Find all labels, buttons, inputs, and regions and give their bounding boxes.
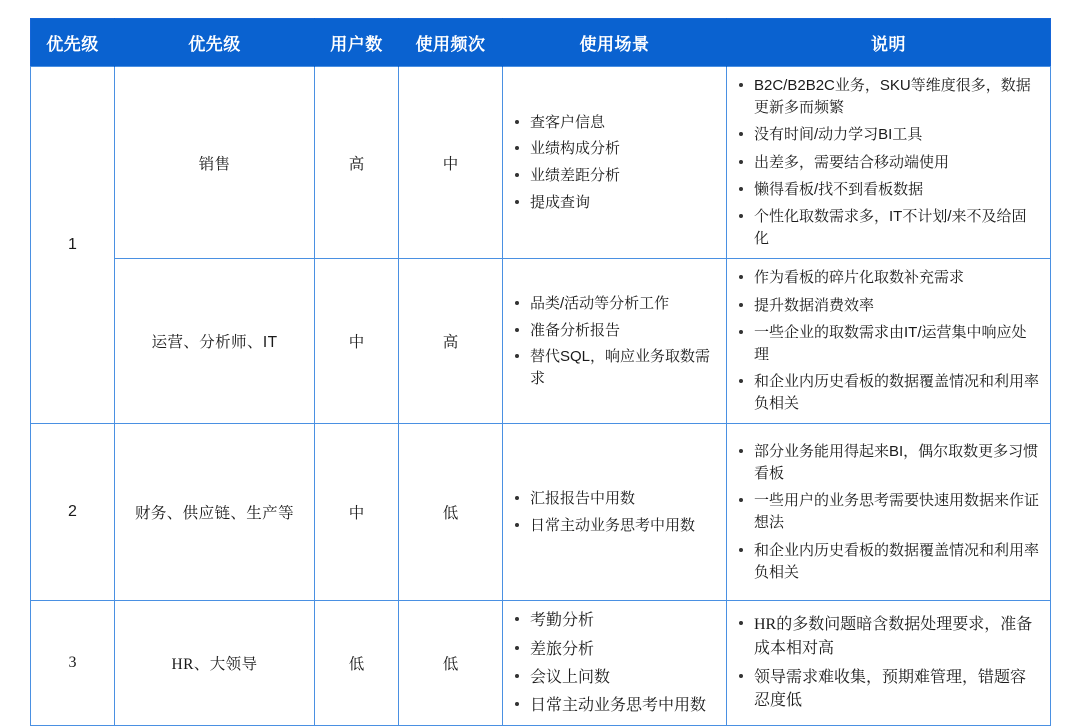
list-item: 作为看板的碎片化取数补充需求 [737,267,1040,289]
header-row [31,19,1051,67]
list-item: 准备分析报告 [513,320,716,342]
cell-role-hr: HR、大领导 [115,601,315,726]
table-row [31,259,1051,424]
cell-users-3: 中 [315,424,399,601]
list-item: 提升数据消费效率 [737,295,1040,317]
cell-notes-4 [727,601,1051,726]
list-item: 替代SQL，响应业务取数需求 [513,346,716,390]
scenario-list [513,609,716,717]
table-row [31,67,1051,259]
list-item: 日常主动业务思考中用数 [513,515,716,537]
list-item: 业绩差距分析 [513,165,716,187]
note-list [737,441,1040,584]
list-item: B2C/B2B2C业务，SKU等维度很多，数据更新多而频繁 [737,75,1040,119]
column-header-description: 说明 [727,19,1051,67]
cell-priority-2: 2 [31,424,115,601]
cell-notes-2 [727,259,1051,424]
list-item: 差旅分析 [513,638,716,661]
table-row [31,424,1051,601]
list-item: 一些企业的取数需求由IT/运营集中响应处理 [737,322,1040,366]
scenario-list [513,293,716,390]
cell-scenarios-2 [503,259,727,424]
cell-priority-3: 3 [31,601,115,726]
table-header [31,19,1051,67]
note-list [737,75,1040,250]
list-item: 汇报报告中用数 [513,488,716,510]
cell-notes-3 [727,424,1051,601]
scenario-list [513,112,716,214]
table-body [31,67,1051,726]
column-header-frequency: 使用频次 [399,19,503,67]
list-item: 提成查询 [513,192,716,214]
table-row [31,601,1051,726]
cell-scenarios-1 [503,67,727,259]
cell-frequency-4: 低 [399,601,503,726]
cell-scenarios-3 [503,424,727,601]
priority-matrix-table [30,18,1051,726]
list-item: 会议上问数 [513,666,716,689]
column-header-priority-number: 优先级 [31,19,115,67]
cell-role-ops: 运营、分析师、IT [115,259,315,424]
note-list [737,267,1040,415]
cell-priority-1: 1 [31,67,115,424]
cell-notes-1 [727,67,1051,259]
list-item: 部分业务能用得起来BI，偶尔取数更多习惯看板 [737,441,1040,485]
cell-users-1: 高 [315,67,399,259]
scenario-list [513,488,716,537]
list-item: 和企业内历史看板的数据覆盖情况和利用率负相关 [737,540,1040,584]
list-item: 一些用户的业务思考需要快速用数据来作证想法 [737,490,1040,534]
list-item: 懒得看板/找不到看板数据 [737,179,1040,201]
list-item: 品类/活动等分析工作 [513,293,716,315]
list-item: 出差多，需要结合移动端使用 [737,152,1040,174]
cell-users-4: 低 [315,601,399,726]
cell-users-2: 中 [315,259,399,424]
list-item: 个性化取数需求多，IT不计划/来不及给固化 [737,206,1040,250]
column-header-use-case: 使用场景 [503,19,727,67]
list-item: 业绩构成分析 [513,138,716,160]
cell-scenarios-4 [503,601,727,726]
list-item: 考勤分析 [513,609,716,632]
note-list [737,613,1040,713]
cell-frequency-2: 高 [399,259,503,424]
cell-role-finance: 财务、供应链、生产等 [115,424,315,601]
list-item: 日常主动业务思考中用数 [513,694,716,717]
cell-frequency-1: 中 [399,67,503,259]
list-item: 没有时间/动力学习BI工具 [737,124,1040,146]
list-item: HR的多数问题暗含数据处理要求，准备成本相对高 [737,613,1040,660]
list-item: 查客户信息 [513,112,716,134]
cell-frequency-3: 低 [399,424,503,601]
list-item: 和企业内历史看板的数据覆盖情况和利用率负相关 [737,371,1040,415]
column-header-priority-role: 优先级 [115,19,315,67]
column-header-user-count: 用户数 [315,19,399,67]
list-item: 领导需求难收集，预期难管理，错题容忍度低 [737,666,1040,713]
cell-role-sales: 销售 [115,67,315,259]
